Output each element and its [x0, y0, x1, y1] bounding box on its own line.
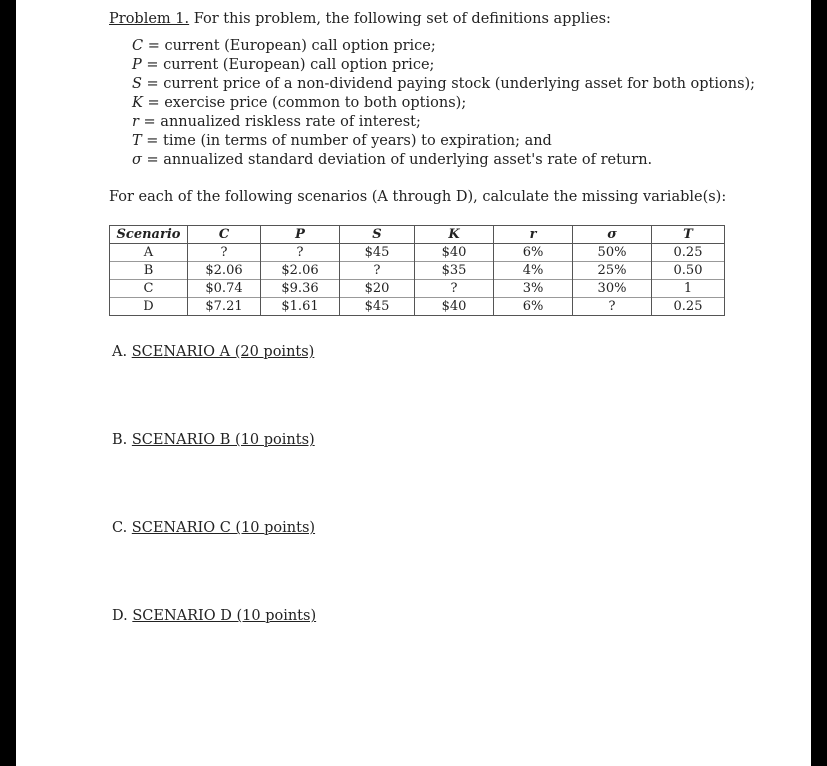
definition-item	[132, 151, 729, 170]
definition-item	[132, 94, 729, 113]
definition-symbol: σ	[132, 152, 142, 168]
table-cell: $2.06	[188, 262, 261, 280]
section-prefix: B.	[112, 432, 128, 448]
table-cell: $1.61	[261, 298, 340, 316]
section-prefix: D.	[112, 608, 128, 624]
table-cell: $20	[340, 280, 415, 298]
section-scenario-d	[112, 607, 316, 626]
section-prefix: A.	[112, 344, 128, 360]
section-label: SCENARIO C (10 points)	[131, 520, 316, 536]
table-row	[110, 280, 725, 298]
column-header: Scenario	[110, 226, 188, 244]
table-cell: 0.25	[652, 244, 725, 262]
table-cell: ?	[415, 280, 494, 298]
table-header-row	[110, 226, 725, 244]
section-label: SCENARIO A (20 points)	[131, 344, 315, 360]
table-cell: $7.21	[188, 298, 261, 316]
table-cell: 6%	[494, 244, 573, 262]
definition-symbol: r	[132, 114, 139, 130]
column-header: P	[261, 226, 340, 244]
table-cell: $0.74	[188, 280, 261, 298]
definitions-list	[132, 37, 756, 170]
column-header: K	[415, 226, 494, 244]
problem-heading: Problem 1.	[109, 11, 190, 27]
definition-text: = current (European) call option price;	[147, 38, 436, 54]
definition-item	[132, 56, 729, 75]
section-scenario-b	[112, 431, 315, 450]
column-header: T	[652, 226, 725, 244]
definition-item	[132, 132, 729, 151]
table-cell: A	[110, 244, 188, 262]
table-cell: C	[110, 280, 188, 298]
column-header: S	[340, 226, 415, 244]
table-row	[110, 298, 725, 316]
definition-item	[132, 37, 729, 56]
table-cell: ?	[340, 262, 415, 280]
section-prefix: C.	[112, 520, 128, 536]
table-cell: 25%	[573, 262, 652, 280]
definition-text: = current price of a non-dividend paying stock (underlying asset for both options);	[146, 76, 756, 92]
definition-text: = annualized riskless rate of interest;	[143, 114, 421, 130]
table-cell: $45	[340, 244, 415, 262]
table-cell: $35	[415, 262, 494, 280]
table-cell: 3%	[494, 280, 573, 298]
problem-intro: For this problem, the following set of definitions applies:	[193, 11, 611, 27]
definition-text: = exercise price (common to both options);	[147, 95, 467, 111]
definition-text: = annualized standard deviation of underlying asset's rate of return.	[146, 152, 653, 168]
definition-symbol: P	[132, 57, 142, 73]
definition-text: = time (in terms of number of years) to expiration; and	[146, 133, 552, 149]
definition-symbol: T	[132, 133, 142, 149]
table-cell: ?	[188, 244, 261, 262]
table-cell: 0.25	[652, 298, 725, 316]
table-row	[110, 262, 725, 280]
table-cell: D	[110, 298, 188, 316]
table-row	[110, 244, 725, 262]
problem-header	[109, 10, 729, 29]
definition-symbol: K	[132, 95, 143, 111]
problem-content	[109, 10, 756, 316]
table-cell: 50%	[573, 244, 652, 262]
table-cell: ?	[261, 244, 340, 262]
instruction-text: For each of the following scenarios (A through D), calculate the missing variable(s):	[109, 189, 727, 205]
scenario-table	[109, 225, 725, 316]
definition-item	[132, 75, 756, 94]
column-header: C	[188, 226, 261, 244]
section-scenario-a	[112, 343, 314, 362]
definition-text: = current (European) call option price;	[146, 57, 435, 73]
table-cell: 30%	[573, 280, 652, 298]
definition-symbol: C	[132, 38, 144, 54]
definition-item	[132, 113, 729, 132]
table-cell: $40	[415, 298, 494, 316]
table-cell: B	[110, 262, 188, 280]
column-header: r	[494, 226, 573, 244]
table-cell: 6%	[494, 298, 573, 316]
table-cell: $45	[340, 298, 415, 316]
table-cell: 4%	[494, 262, 573, 280]
document-page	[16, 0, 811, 766]
table-cell: $2.06	[261, 262, 340, 280]
table-cell: 0.50	[652, 262, 725, 280]
column-header: σ	[573, 226, 652, 244]
table-cell: $9.36	[261, 280, 340, 298]
table-cell: $40	[415, 244, 494, 262]
section-label: SCENARIO B (10 points)	[131, 432, 315, 448]
section-scenario-c	[112, 519, 315, 538]
table-cell: ?	[573, 298, 652, 316]
definition-symbol: S	[132, 76, 142, 92]
section-label: SCENARIO D (10 points)	[132, 608, 317, 624]
table-cell: 1	[652, 280, 725, 298]
